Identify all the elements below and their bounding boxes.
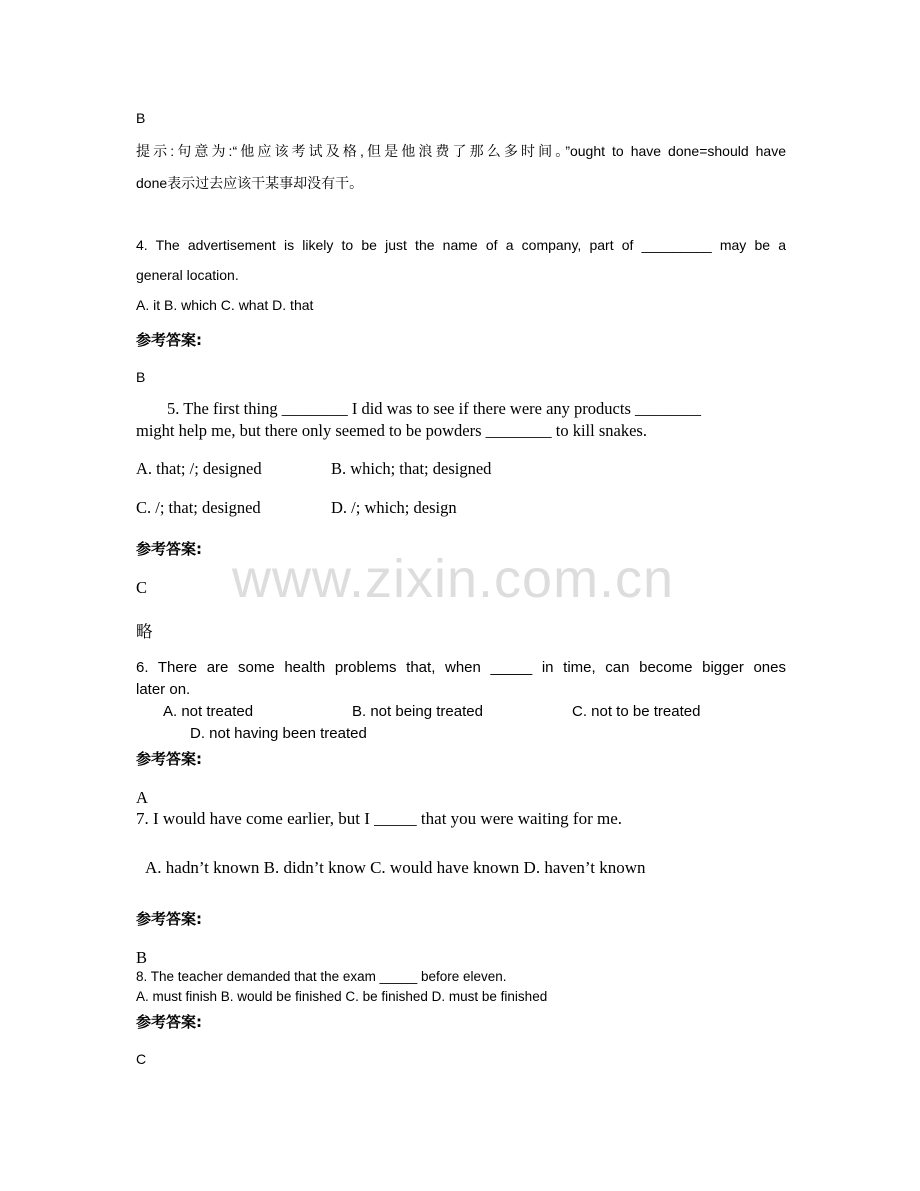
q6-option-a: A. not treated	[163, 703, 254, 720]
q5-stem-line2: might help me, but there only seemed to be powders ________ to kill snakes.	[136, 421, 647, 440]
q8-options: A. must finish B. would be finished C. be finished D. must be finished	[136, 989, 548, 1004]
q5-answer: C	[136, 578, 148, 597]
q5-option-d: D. /; which; design	[331, 498, 457, 517]
q7-answer-heading: 参考答案:	[136, 910, 202, 928]
q4-options: A. it B. which C. what D. that	[136, 297, 314, 313]
q4-answer: B	[136, 369, 146, 385]
q5-stem-line1: 5. The first thing ________ I did was to see if there were any products ________	[167, 399, 702, 418]
q5-option-c: C. /; that; designed	[136, 498, 261, 517]
q4-stem-line1: 4. The advertisement is likely to be just the name of a company, part of _________ may be a	[136, 237, 786, 253]
q4-stem-line2: general location.	[136, 267, 239, 283]
q6-option-c: C. not to be treated	[572, 703, 701, 720]
q3-answer: B	[136, 110, 146, 126]
q5-option-a: A. that; /; designed	[136, 459, 262, 478]
q6-option-b: B. not being treated	[352, 703, 483, 720]
q3-tip-line1: 提示:句意为:“他应该考试及格,但是他浪费了那么多时间。”ought to have done=should have	[136, 143, 786, 159]
q8-answer: C	[136, 1051, 147, 1067]
q6-stem-line2: later on.	[136, 681, 191, 698]
q6-stem-line1: 6. There are some health problems that, when _____ in time, can become bigger ones	[136, 659, 786, 676]
q7-answer: B	[136, 948, 148, 967]
q5-note: 略	[136, 622, 153, 641]
q6-answer: A	[136, 788, 148, 807]
q3-tip-line2: done表示过去应该干某事却没有干。	[136, 175, 364, 191]
q6-answer-heading: 参考答案:	[136, 750, 202, 768]
q7-stem: 7. I would have come earlier, but I _____ that you were waiting for me.	[136, 809, 623, 828]
q8-stem: 8. The teacher demanded that the exam _____ before eleven.	[136, 969, 507, 984]
watermark: www.zixin.com.cn	[232, 549, 675, 609]
q7-options: A. hadn’t known B. didn’t know C. would have known D. haven’t known	[145, 858, 646, 877]
q5-answer-heading: 参考答案:	[136, 540, 202, 558]
q6-option-d: D. not having been treated	[190, 725, 367, 742]
q5-option-b: B. which; that; designed	[331, 459, 492, 478]
q8-answer-heading: 参考答案:	[136, 1013, 202, 1031]
q4-answer-heading: 参考答案:	[136, 331, 202, 349]
